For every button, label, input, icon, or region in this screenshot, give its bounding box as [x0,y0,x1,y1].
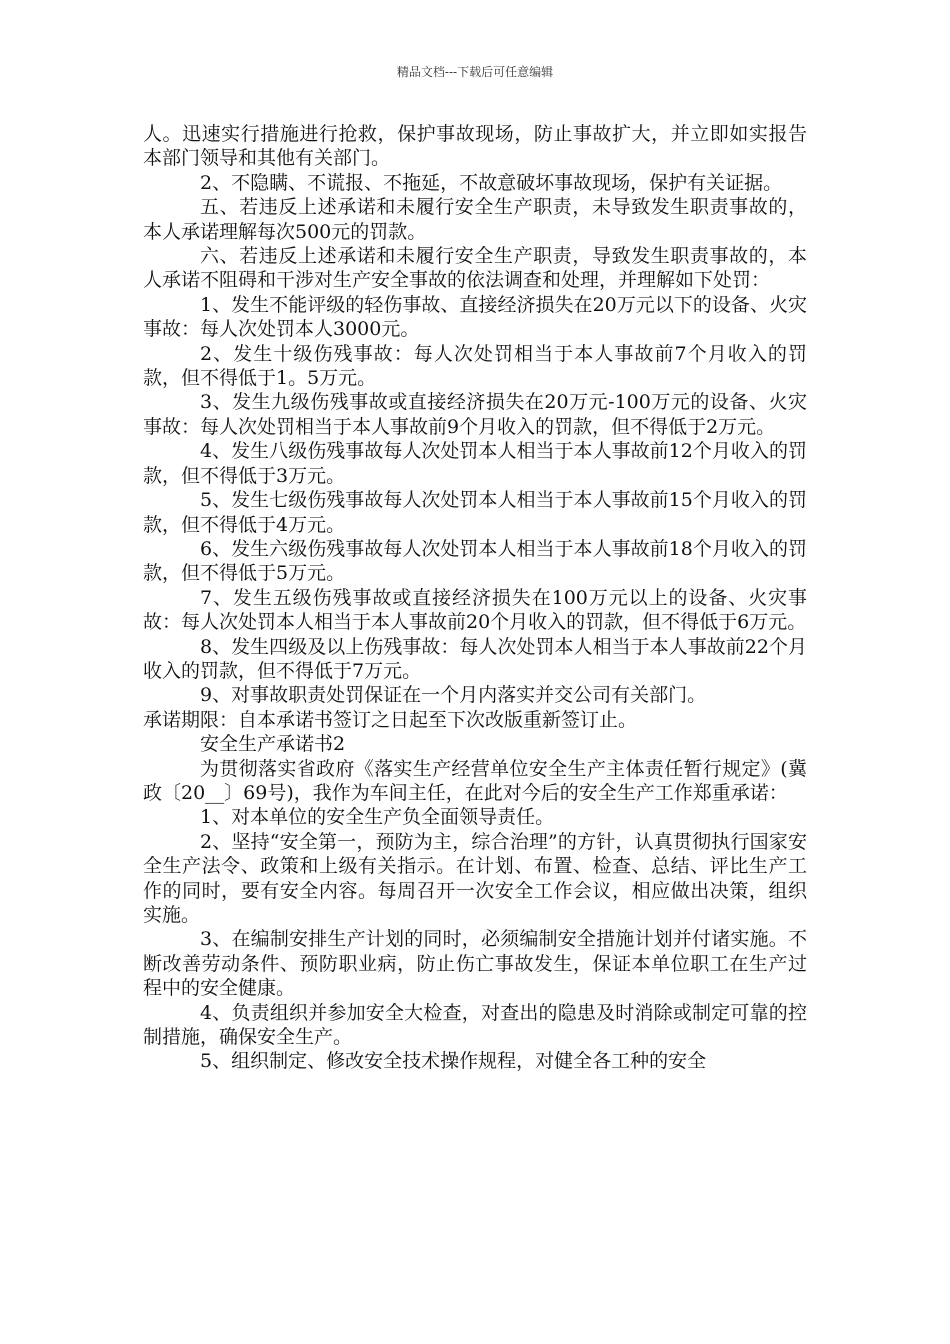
paragraph: 4、发生八级伤残事故每人次处罚本人相当于本人事故前12个月收入的罚款，但不得低于3万元。 [143,440,807,487]
paragraph: 3、发生九级伤残事故或直接经济损失在20万元-100万元的设备、火灾事故：每人次处罚相当于本人事故前9个月收入的罚款，但不得低于2万元。 [143,391,807,438]
paragraph: 1、对本单位的安全生产负全面领导责任。 [200,806,555,829]
paragraph: 2、不隐瞒、不谎报、不拖延，不故意破坏事故现场，保护有关证据。 [200,171,783,194]
paragraph: 2、坚持“安全第一，预防为主，综合治理”的方针，认真贯彻执行国家安全生产法令、政策和上级有关指示。在计划、布置、检查、总结、评比生产工作的同时，要有安全内容。每周召开一次安全工作会议，相应做出决策，组织实施。 [143,830,807,926]
paragraph: 5、发生七级伤残事故每人次处罚本人相当于本人事故前15个月收入的罚款，但不得低于4万元。 [143,489,807,536]
paragraph: 五、若违反上述承诺和未履行安全生产职责，未导致发生职责事故的，本人承诺理解每次500元的罚款。 [143,196,807,243]
paragraph: 为贯彻落实省政府《落实生产经营单位安全生产主体责任暂行规定》(冀政〔20__〕69号)，我作为车间主任，在此对今后的安全生产工作郑重承诺： [143,757,807,804]
paragraph: 1、发生不能评级的轻伤事故、直接经济损失在20万元以下的设备、火灾事故：每人次处罚本人3000元。 [143,293,807,341]
paragraph: 3、在编制安排生产计划的同时，必须编制安全措施计划并付诸实施。不断改善劳动条件、预防职业病，防止伤亡事故发生，保证本单位职工在生产过程中的安全健康。 [143,928,807,1000]
paragraph: 人。迅速实行措施进行抢救，保护事故现场，防止事故扩大，并立即如实报告本部门领导和其他有关部门。 [143,123,807,170]
paragraph: 4、负责组织并参加安全大检查，对查出的隐患及时消除或制定可靠的控制措施，确保安全生产。 [143,1001,807,1049]
paragraph: 2、发生十级伤残事故：每人次处罚相当于本人事故前7个月收入的罚款，但不得低于1。5万元。 [143,342,807,390]
paragraph: 8、发生四级及以上伤残事故：每人次处罚本人相当于本人事故前22个月收入的罚款，但不得低于7万元。 [143,635,807,682]
paragraph: 承诺期限：自本承诺书签订之日起至下次改版重新签订止。 [143,708,638,731]
paragraph: 六、若违反上述承诺和未履行安全生产职责，导致发生职责事故的，本人承诺不阻碍和干涉对生产安全事故的依法调查和处理，并理解如下处罚： [143,245,807,292]
document-body [143,122,807,1074]
paragraph: 5、组织制定、修改安全技术操作规程，对健全各工种的安全 [200,1050,707,1073]
paragraph: 9、对事故职责处罚保证在一个月内落实并交公司有关部门。 [200,684,707,707]
paragraph: 7、发生五级伤残事故或直接经济损失在100万元以上的设备、火灾事故：每人次处罚本人相当于本人事故前20个月收入的罚款，但不得低于6万元。 [143,586,807,634]
paragraph: 6、发生六级伤残事故每人次处罚本人相当于本人事故前18个月收入的罚款，但不得低于5万元。 [143,537,807,585]
page-header: 精品文档---下载后可任意编辑 [396,65,554,79]
paragraph: 安全生产承诺书2 [200,733,346,756]
